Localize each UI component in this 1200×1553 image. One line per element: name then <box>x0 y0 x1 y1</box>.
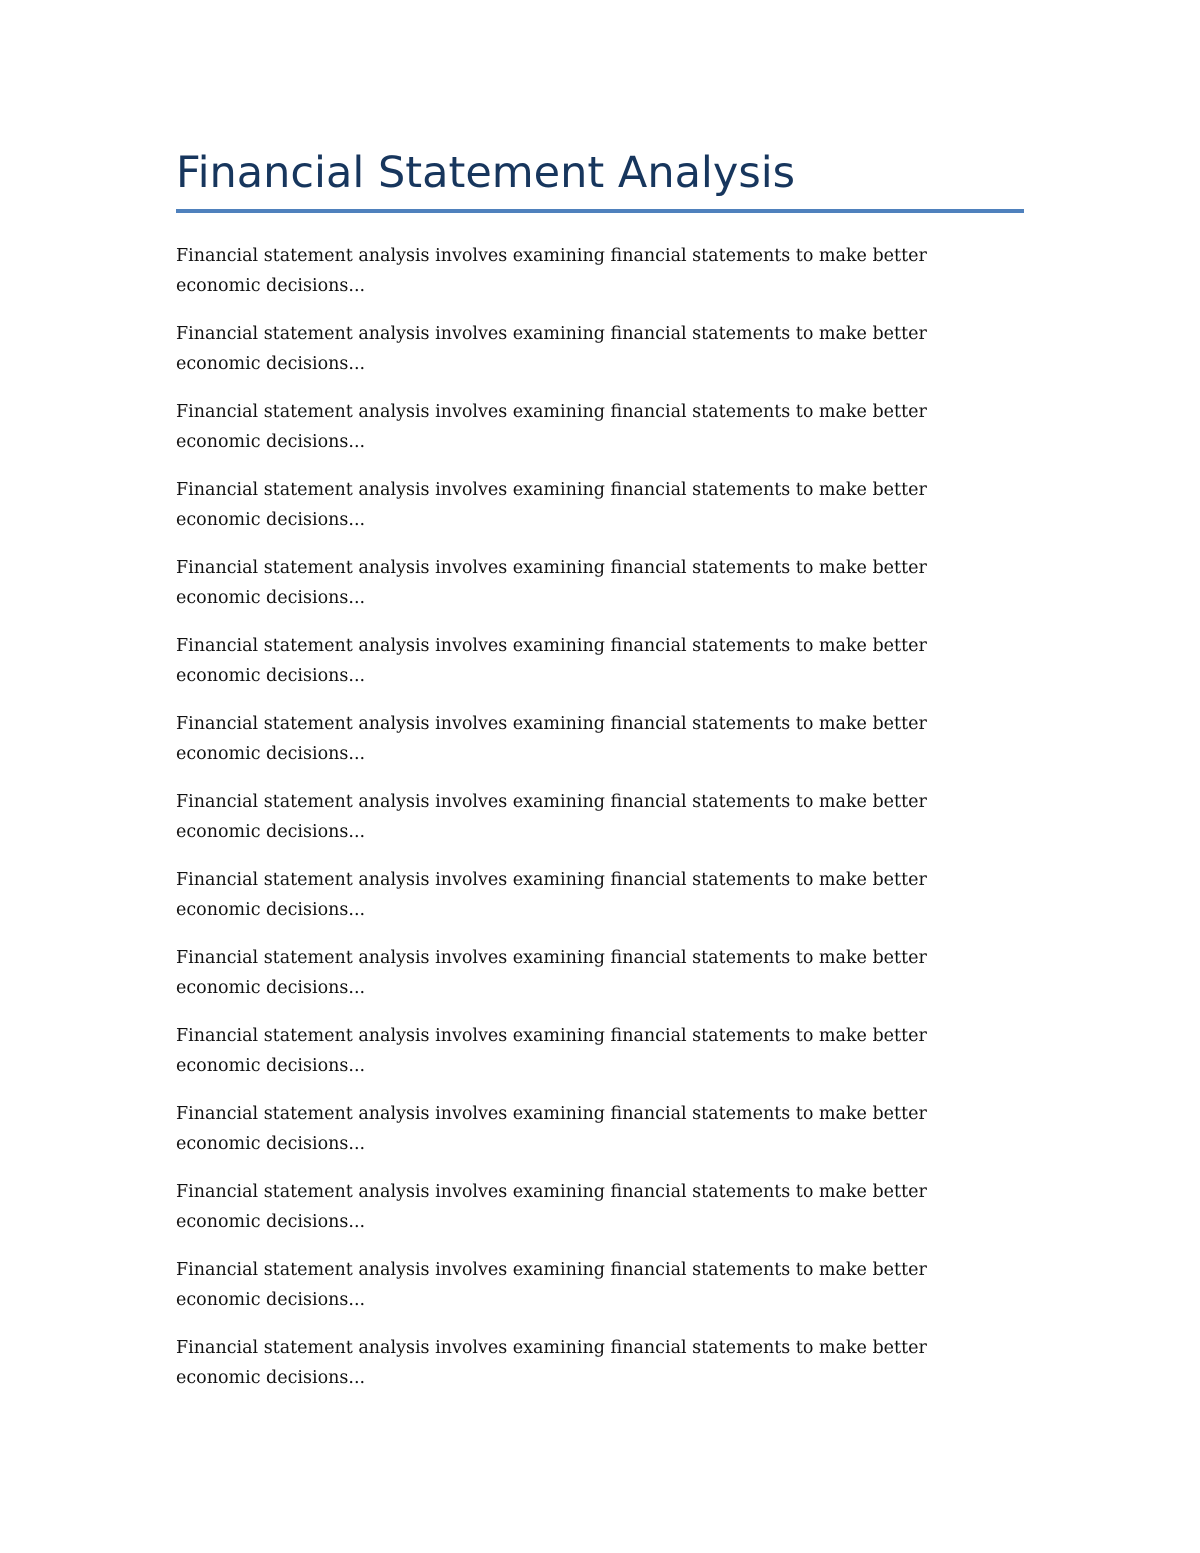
body-paragraph: Financial statement analysis involves examining financial statements to make better economic decisions... <box>176 792 927 842</box>
title-underline-rule <box>176 209 1024 213</box>
body-paragraph: Financial statement analysis involves examining financial statements to make better economic decisions... <box>176 402 927 452</box>
body-paragraph: Financial statement analysis involves examining financial statements to make better economic decisions... <box>176 714 927 764</box>
body-paragraph: Financial statement analysis involves examining financial statements to make better economic decisions... <box>176 1182 927 1232</box>
document-body <box>176 241 976 1411</box>
document-title: Financial Statement Analysis <box>176 148 796 198</box>
body-paragraph: Financial statement analysis involves examining financial statements to make better economic decisions... <box>176 480 927 530</box>
body-paragraph: Financial statement analysis involves examining financial statements to make better economic decisions... <box>176 246 927 296</box>
body-paragraph: Financial statement analysis involves examining financial statements to make better economic decisions... <box>176 1104 927 1154</box>
body-paragraph: Financial statement analysis involves examining financial statements to make better economic decisions... <box>176 1026 927 1076</box>
body-paragraph: Financial statement analysis involves examining financial statements to make better economic decisions... <box>176 558 927 608</box>
body-paragraph: Financial statement analysis involves examining financial statements to make better economic decisions... <box>176 1260 927 1310</box>
body-paragraph: Financial statement analysis involves examining financial statements to make better economic decisions... <box>176 948 927 998</box>
body-paragraph: Financial statement analysis involves examining financial statements to make better economic decisions... <box>176 870 927 920</box>
body-paragraph: Financial statement analysis involves examining financial statements to make better economic decisions... <box>176 1338 927 1388</box>
body-paragraph: Financial statement analysis involves examining financial statements to make better economic decisions... <box>176 636 927 686</box>
body-paragraph: Financial statement analysis involves examining financial statements to make better economic decisions... <box>176 324 927 374</box>
